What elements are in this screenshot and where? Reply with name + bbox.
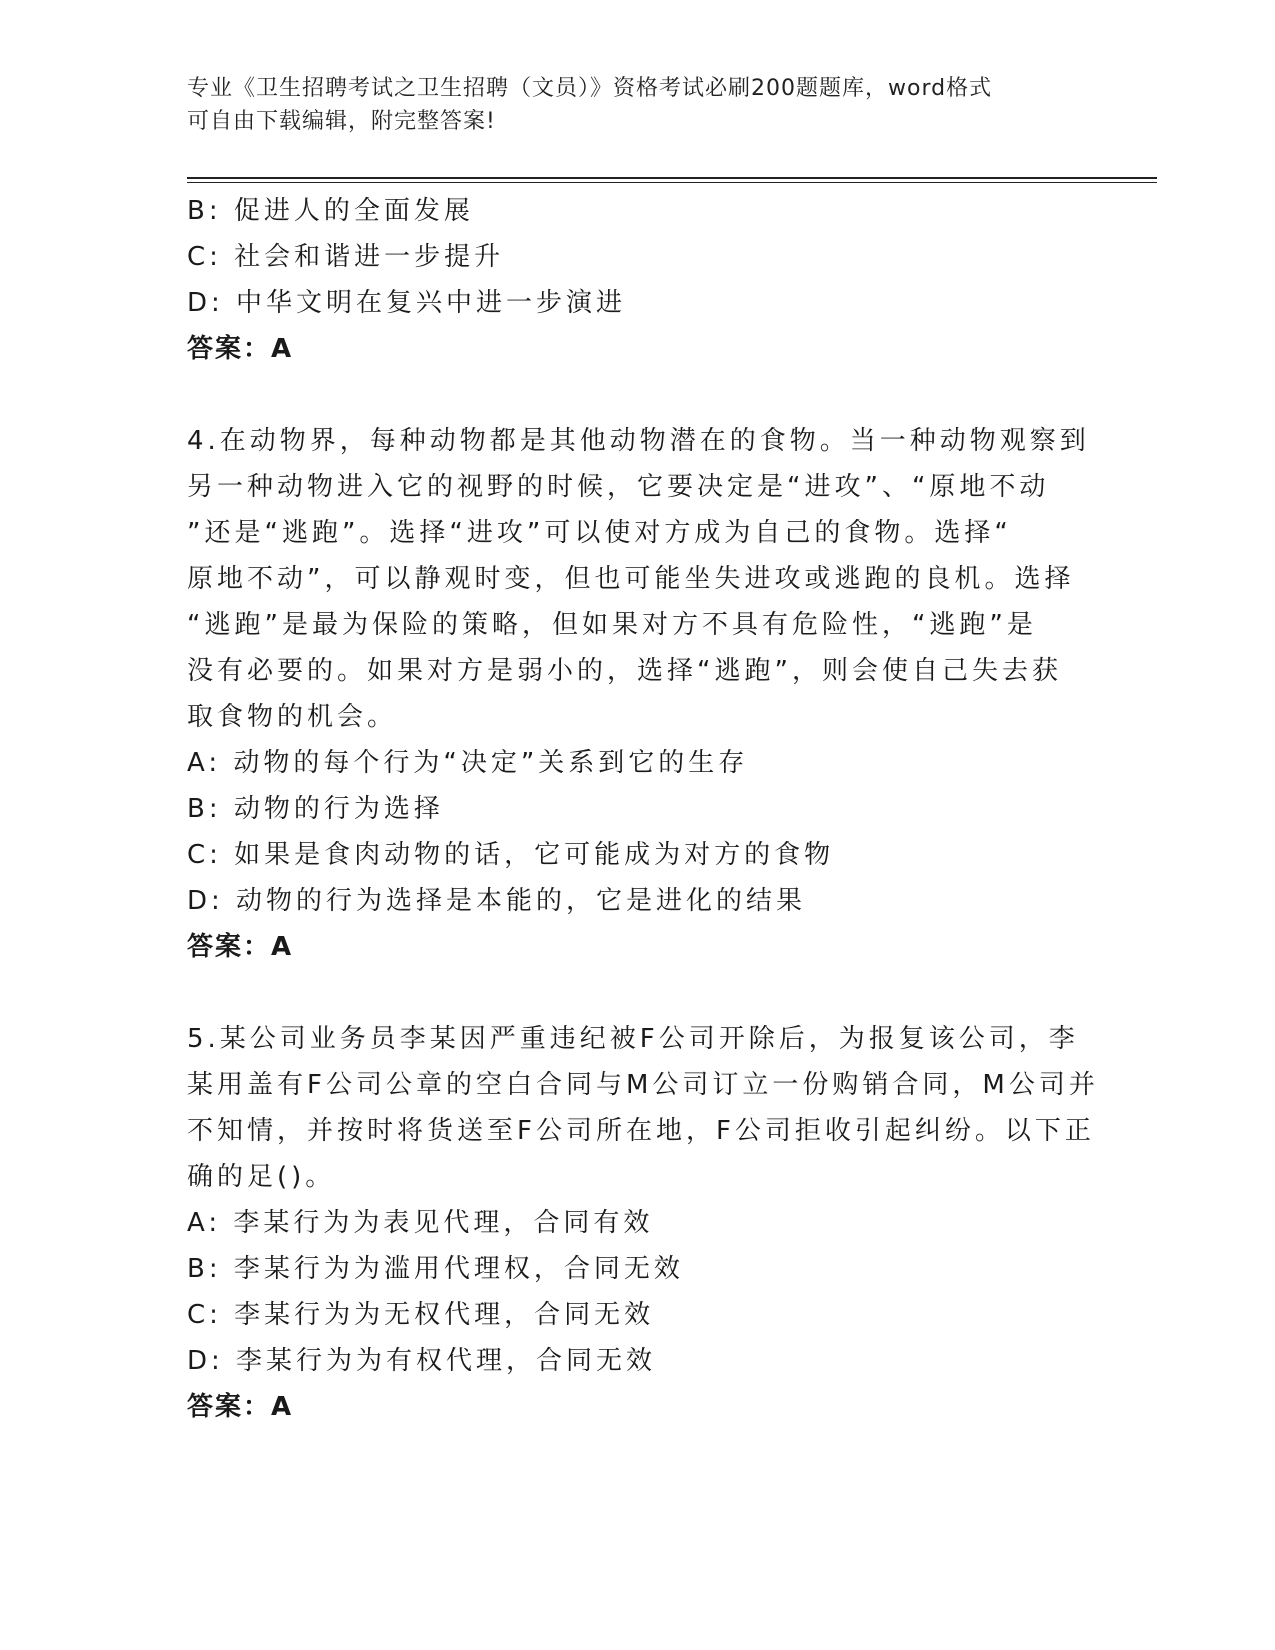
question-4-answer: 答案：A: [187, 932, 294, 962]
question-5-stem-line: 5.某公司业务员李某因严重违纪被F公司开除后，为报复该公司，李: [187, 1024, 1079, 1054]
question-4-stem-line: 没有必要的。如果对方是弱小的，选择“逃跑”，则会使自己失去获: [187, 656, 1062, 686]
question-3-option-b: B: 促进人的全面发展: [187, 196, 474, 226]
question-5-option-d: D: 李某行为为有权代理，合同无效: [187, 1346, 657, 1376]
header-divider-thick: [187, 177, 1157, 179]
question-4-stem-line: 4.在动物界，每种动物都是其他动物潜在的食物。当一种动物观察到: [187, 426, 1090, 456]
question-4-stem-line: “逃跑”是最为保险的策略，但如果对方不具有危险性，“逃跑”是: [187, 610, 1037, 640]
question-5-option-a: A: 李某行为为表见代理，合同有效: [187, 1208, 654, 1238]
question-5-option-b: B: 李某行为为滥用代理权，合同无效: [187, 1254, 684, 1284]
question-4: [187, 418, 1090, 970]
spacer: [187, 372, 1087, 418]
question-4-option-a: A: 动物的每个行为“决定”关系到它的生存: [187, 748, 749, 778]
question-5-stem-line: 某用盖有F公司公章的空白合同与M公司订立一份购销合同，M公司并: [187, 1070, 1099, 1100]
question-3-answer: 答案：A: [187, 334, 294, 364]
questions-body: [187, 188, 1099, 1430]
question-5-stem-line: 不知情，并按时将货送至F公司所在地，F公司拒收引起纠纷。以下正: [187, 1116, 1095, 1146]
question-4-option-b: B: 动物的行为选择: [187, 794, 444, 824]
question-5-option-c: C: 李某行为为无权代理，合同无效: [187, 1300, 655, 1330]
question-3-option-d: D: 中华文明在复兴中进一步演进: [187, 288, 627, 318]
question-4-option-d: D: 动物的行为选择是本能的，它是进化的结果: [187, 886, 807, 916]
question-3-option-c: C: 社会和谐进一步提升: [187, 242, 505, 272]
header-divider-thin: [187, 182, 1157, 183]
spacer: [187, 970, 1087, 1016]
header-line-2: 可自由下载编辑，附完整答案!: [187, 109, 496, 134]
question-5-stem-line: 确的足()。: [187, 1162, 336, 1192]
question-3: [187, 188, 1087, 372]
question-4-stem-line: 原地不动”，可以静观时变，但也可能坐失进攻或逃跑的良机。选择: [187, 564, 1075, 594]
header-line-1: 专业《卫生招聘考试之卫生招聘（文员）》资格考试必刷200题题库，word格式: [187, 76, 993, 101]
question-5-answer: 答案：A: [187, 1392, 294, 1422]
question-4-stem-line: ”还是“逃跑”。选择“进攻”可以使对方成为自己的食物。选择“: [187, 518, 1012, 548]
page-header: [187, 72, 1087, 138]
question-4-stem-line: 另一种动物进入它的视野的时候，它要决定是“进攻”、“原地不动: [187, 472, 1050, 502]
question-4-stem-line: 取食物的机会。: [187, 702, 398, 732]
question-5: [187, 1016, 1099, 1430]
question-4-option-c: C: 如果是食肉动物的话，它可能成为对方的食物: [187, 840, 835, 870]
